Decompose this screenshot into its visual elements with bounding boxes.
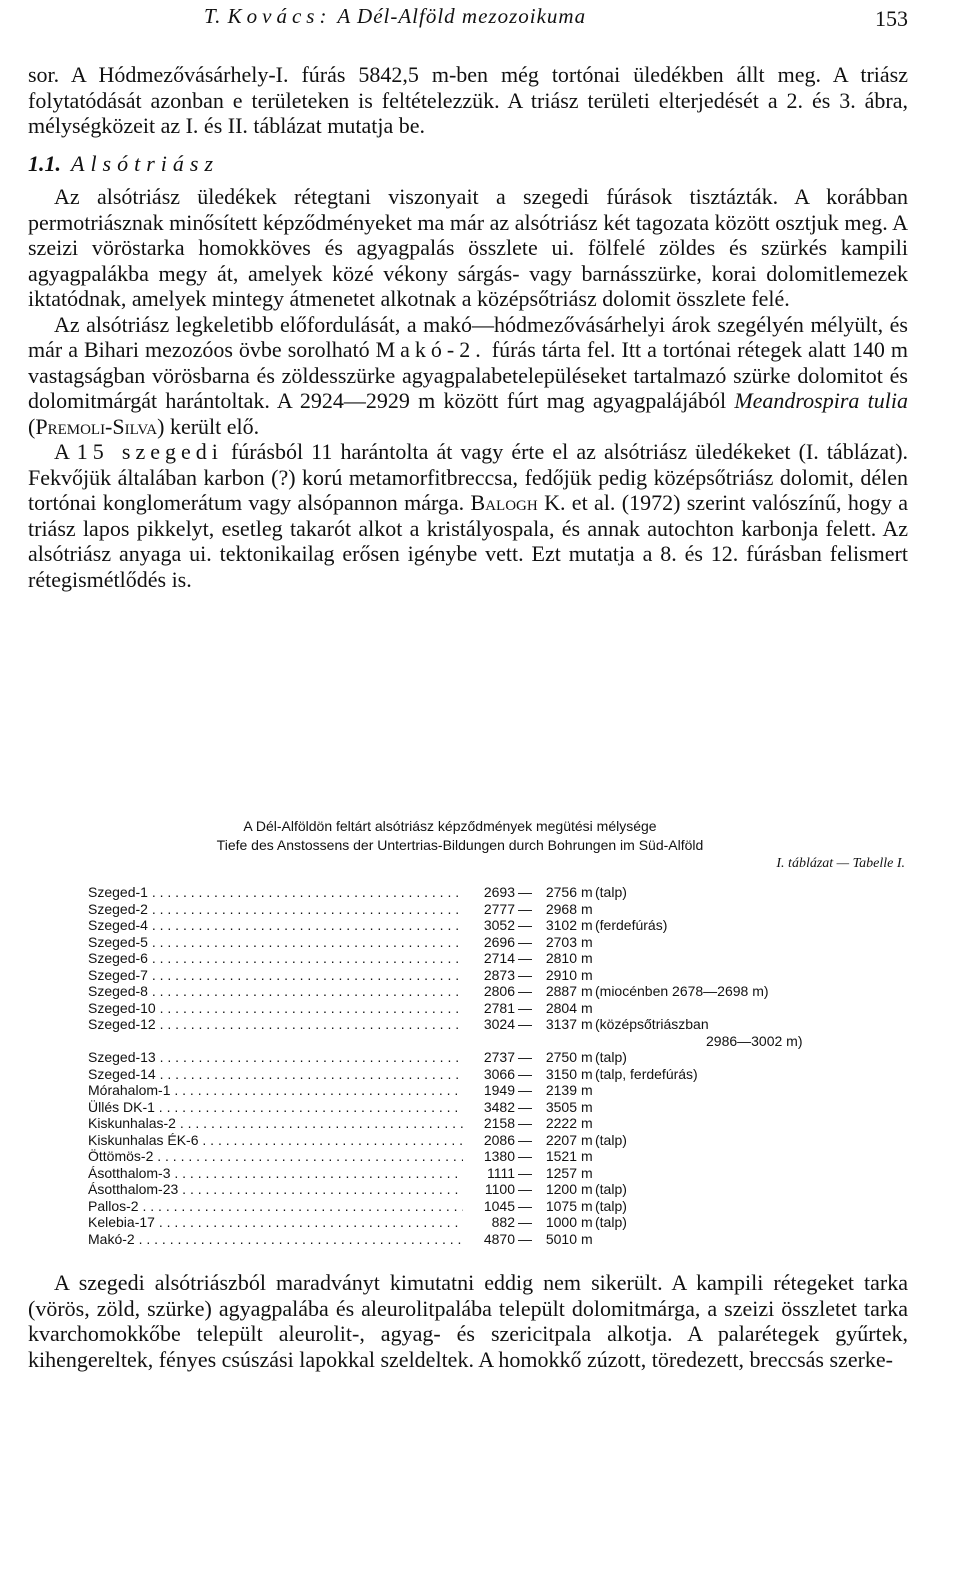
table-row xyxy=(88,967,848,984)
table-row xyxy=(88,1198,848,1215)
depth-note: (talp) xyxy=(595,1214,627,1230)
table-row xyxy=(88,983,848,1000)
depth-unit: m xyxy=(581,1049,593,1065)
depth-to: 2222 xyxy=(545,1115,577,1131)
p3-text-c: fúrás tárta fel. Itt a tortónai rétegek alatt 140 m vastagságban vörösbarna és zöldesszürke agyagpalabetelepüléseket tartalmazó szürke dolomitot és dolomitmárgát harántoltak. A 2924—2929 m között fúrt mag agyagpalájából xyxy=(28,337,909,413)
depth-from: 2086 xyxy=(463,1132,515,1149)
depth-to: 2207 xyxy=(545,1131,577,1148)
depth-to: 3150 xyxy=(545,1065,577,1082)
depth-unit: m xyxy=(581,999,593,1016)
depth-unit: m xyxy=(581,1082,593,1098)
depth-from: 3052 xyxy=(463,917,515,934)
p4-szegedi: 15 szegedi xyxy=(76,439,223,464)
table-row xyxy=(88,1066,848,1083)
depth-unit: m xyxy=(581,950,593,966)
depth-to: 3137 xyxy=(545,1016,577,1032)
depth-from: 882 xyxy=(463,1214,515,1231)
depth-from: 3482 xyxy=(463,1099,515,1116)
table-row xyxy=(88,1148,848,1165)
range-dash: — xyxy=(518,1115,532,1131)
range-dash: — xyxy=(518,1098,532,1115)
main-text-bottom xyxy=(28,1270,908,1372)
depth-from: 2693 xyxy=(463,884,515,901)
depth-to: 2750 xyxy=(545,1049,577,1065)
borehole-name: Makó-2 . . . xyxy=(88,1231,463,1248)
borehole-name: Ásotthalom-3 . . . xyxy=(88,1165,463,1182)
depth-to: 2910 xyxy=(545,966,577,983)
borehole-name: Szeged-14 . . . xyxy=(88,1066,463,1083)
running-header xyxy=(28,4,908,38)
range-dash: — xyxy=(518,1016,532,1032)
borehole-name: Üllés DK-1 . . . xyxy=(88,1099,463,1116)
depth-note: (talp) xyxy=(595,1131,627,1148)
table-caption-hu: A Dél-Alföldön feltárt alsótriász képződmények megütési mélysége xyxy=(243,818,657,834)
depth-from: 2777 xyxy=(463,901,515,918)
borehole-name: Szeged-1 . . . xyxy=(88,884,463,901)
depth-to: 3102 xyxy=(545,917,577,933)
depth-unit: m xyxy=(581,966,593,983)
p3-author: Premoli-Silva xyxy=(35,413,158,439)
depth-from: 3066 xyxy=(463,1066,515,1083)
range-dash: — xyxy=(518,1197,532,1214)
borehole-name: Szeged-10 . . . xyxy=(88,1000,463,1017)
borehole-name: Kelebia-17 . . . xyxy=(88,1214,463,1231)
depth-unit: m xyxy=(581,1098,593,1115)
table-row xyxy=(88,1016,848,1033)
table-row xyxy=(88,1000,848,1017)
depth-unit: m xyxy=(581,1230,593,1247)
depth-from: 2696 xyxy=(463,934,515,951)
depth-from: 1045 xyxy=(463,1198,515,1215)
table-row xyxy=(88,1214,848,1231)
depth-unit: m xyxy=(581,1131,593,1148)
paragraph-5: A szegedi alsótriászból maradványt kimutatni eddig nem sikerült. A kampili rétegeket tarka (vörös, zöld, szürke) agyagpalába és aleurolitpalába települt dolomitmárga, a szeizi összletet tarka kvarchomokkőbe települt aleurolit-, agyag- és szericitpala alkotja. A palarétegek gyűrtek, kihengereltek, fényes csúszási lapokkal szeldeltek. A homokkő zúzott, töredezett, breccsás szerke- xyxy=(28,1270,908,1372)
depth-table xyxy=(88,884,848,1247)
table-row xyxy=(88,1132,848,1149)
depth-unit: m xyxy=(581,1016,593,1032)
depth-to: 1200 xyxy=(545,1181,577,1197)
depth-note: (talp) xyxy=(595,1197,627,1214)
depth-unit: m xyxy=(581,1214,593,1230)
borehole-name: Szeged-12 . . . xyxy=(88,1016,463,1033)
p4-text-d: K. et al. (1972) szerint valószínű, hogy a triász lapos pikkelyt, esetleg takarót alkot a kristályospala, és annak autochton karbonja felett. Az alsótriász anyaga ui. tektonikailag erősen igénybe vett. Ezt mutatja a 8. és 12. fúrásban felismert rétegismétlődés is. xyxy=(28,490,909,592)
depth-from: 2158 xyxy=(463,1115,515,1132)
table-row xyxy=(88,1181,848,1198)
table-row xyxy=(88,1165,848,1182)
depth-unit: m xyxy=(581,1164,593,1181)
p3-text-a: Az alsótriász legkeletibb előfordulását, a makó—hódmezővásárhelyi árok szegélyén mélyült, és már a Bihari mezozóos övbe sorolható xyxy=(28,311,908,362)
range-dash: — xyxy=(518,1131,532,1148)
header-author-name: Kovács: xyxy=(227,4,332,28)
p3-paren-open: ( xyxy=(28,413,36,439)
depth-from: 2714 xyxy=(463,950,515,967)
depth-to: 2756 xyxy=(545,884,577,900)
main-text-top xyxy=(28,62,908,592)
table-row xyxy=(88,1082,848,1099)
depth-unit: m xyxy=(581,933,593,950)
depth-note: (ferdefúrás) xyxy=(595,917,668,933)
depth-note: (középsőtriászban xyxy=(595,1016,709,1032)
table-caption-de: Tiefe des Anstossens der Untertrias-Bildungen durch Bohrungen im Süd-Alföld xyxy=(216,837,704,853)
depth-to: 2139 xyxy=(545,1082,577,1098)
p3-borehole: Makó-2. xyxy=(375,337,486,362)
paragraph-1: sor. A Hódmezővásárhely-I. fúrás 5842,5 m-ben még tortónai üledékben állt meg. A triász folytatódását azonban e területeken is feltételezzük. A triász területi elterjedését a 2. és 3. ábra, mélységközeit az I. és II. táblázat mutatja be. xyxy=(28,62,908,138)
borehole-name: Szeged-7 . . . xyxy=(88,967,463,984)
range-dash: — xyxy=(518,917,532,933)
table-row xyxy=(88,917,848,934)
table-row xyxy=(88,1049,848,1066)
p4-author: Balogh xyxy=(470,490,538,515)
depth-from: 3024 xyxy=(463,1016,515,1033)
depth-to: 1000 xyxy=(545,1214,577,1230)
depth-to: 1521 xyxy=(545,1148,577,1164)
depth-to: 5010 xyxy=(545,1230,577,1247)
depth-to: 2887 xyxy=(545,983,577,999)
table-row xyxy=(88,1115,848,1132)
paragraph-2: Az alsótriász üledékek rétegtani viszonyait a szegedi fúrások tisztázták. A korábban permotriásznak minősített képződményeket ma már az alsótriász két tagozata között osztjuk meg. A szeizi vöröstarka homokköves és agyagpalás összlete ui. fölfelé zöldes és szürkés kampili agyagpalákba megy át, amelyek közé vékony sárgás- vagy barnásszürke, korai dolomitlemezek iktatódnak, amelyek mintegy átmenetet alkotnak a középsőtriász dolomit összlete felé. xyxy=(28,184,908,311)
section-number: 1.1. xyxy=(28,150,61,176)
range-dash: — xyxy=(518,1214,532,1230)
depth-unit: m xyxy=(581,983,593,999)
borehole-name: Öttömös-2 . . . xyxy=(88,1148,463,1165)
borehole-name: Ásotthalom-23 . . . xyxy=(88,1181,463,1198)
range-dash: — xyxy=(518,1065,532,1082)
depth-unit: m xyxy=(581,1065,593,1082)
table-row xyxy=(88,1099,848,1116)
depth-from: 1111 xyxy=(463,1165,515,1182)
borehole-name: Szeged-5 . . . xyxy=(88,934,463,951)
depth-note: (talp, ferdefúrás) xyxy=(595,1065,698,1082)
depth-unit: m xyxy=(581,1197,593,1214)
borehole-name: Mórahalom-1 . . . xyxy=(88,1082,463,1099)
depth-unit: m xyxy=(581,884,593,900)
range-dash: — xyxy=(518,1049,532,1065)
range-dash: — xyxy=(518,1082,532,1098)
depth-to: 2804 xyxy=(545,999,577,1016)
borehole-name: Szeged-8 . . . xyxy=(88,983,463,1000)
range-dash: — xyxy=(518,999,532,1016)
depth-from: 1949 xyxy=(463,1082,515,1099)
table-row xyxy=(88,884,848,901)
depth-note: (miocénben 2678—2698 m) xyxy=(595,983,769,999)
range-dash: — xyxy=(518,1148,532,1164)
depth-unit: m xyxy=(581,1148,593,1164)
range-dash: — xyxy=(518,933,532,950)
depth-to: 2810 xyxy=(545,950,577,966)
depth-to: 2703 xyxy=(545,933,577,950)
depth-to: 3505 xyxy=(545,1098,577,1115)
depth-note: (talp) xyxy=(595,1049,627,1065)
depth-from: 4870 xyxy=(463,1231,515,1248)
borehole-name: Szeged-6 . . . xyxy=(88,950,463,967)
range-dash: — xyxy=(518,966,532,983)
borehole-name: Pallos-2 . . . xyxy=(88,1198,463,1215)
range-dash: — xyxy=(518,1230,532,1247)
depth-unit: m xyxy=(581,1181,593,1197)
borehole-name: Kiskunhalas ÉK-6 . . . xyxy=(88,1132,463,1149)
depth-to: 1075 xyxy=(545,1197,577,1214)
page-number: 153 xyxy=(875,6,908,31)
header-title-text: A Dél-Alföld mezozoikuma xyxy=(337,4,587,28)
depth-from: 2781 xyxy=(463,1000,515,1017)
p4-text-c: fúrásból 11 harántolta át vagy érte el az alsótriász üledékeket (I. táblázat). Fekvőjük általában karbon (?) korú metamorfitbreccsa, fedőjük pedig középsőtriász dolomit, délen tortónai konglomerátum vagy alsópannon márga. xyxy=(28,439,909,515)
note-continuation: 2986—3002 m) xyxy=(706,1032,803,1049)
p3-text-e: ) került elő. xyxy=(157,413,260,439)
depth-unit: m xyxy=(581,1115,593,1131)
depth-from: 1380 xyxy=(463,1148,515,1165)
section-title: Alsótriász xyxy=(71,150,220,176)
table-row xyxy=(88,950,848,967)
depth-note: (talp) xyxy=(595,884,627,900)
depth-from: 2737 xyxy=(463,1049,515,1066)
range-dash: — xyxy=(518,950,532,966)
table-row xyxy=(88,901,848,918)
borehole-name: Szeged-4 . . . xyxy=(88,917,463,934)
depth-to: 1257 xyxy=(545,1164,577,1181)
depth-from: 1100 xyxy=(463,1181,515,1198)
depth-unit: m xyxy=(581,900,593,917)
range-dash: — xyxy=(518,983,532,999)
depth-unit: m xyxy=(581,917,593,933)
range-dash: — xyxy=(518,884,532,900)
depth-note: (talp) xyxy=(595,1181,627,1197)
depth-from: 2806 xyxy=(463,983,515,1000)
p4-text-a: A xyxy=(54,439,69,464)
table-row xyxy=(88,1231,848,1248)
borehole-name: Kiskunhalas-2 . . . xyxy=(88,1115,463,1132)
paragraph-4 xyxy=(28,439,908,592)
table-label: I. táblázat — Tabelle I. xyxy=(776,856,905,871)
section-heading xyxy=(28,151,908,177)
range-dash: — xyxy=(518,1181,532,1197)
borehole-name: Szeged-2 . . . xyxy=(88,901,463,918)
borehole-name: Szeged-13 . . . xyxy=(88,1049,463,1066)
paragraph-3 xyxy=(28,312,908,440)
running-title xyxy=(204,4,586,29)
depth-to: 2968 xyxy=(545,900,577,917)
header-author-initial: T. xyxy=(204,4,222,28)
range-dash: — xyxy=(518,1164,532,1181)
range-dash: — xyxy=(518,900,532,917)
table-row xyxy=(88,934,848,951)
depth-from: 2873 xyxy=(463,967,515,984)
p3-species: Meandrospira tulia xyxy=(734,388,908,413)
